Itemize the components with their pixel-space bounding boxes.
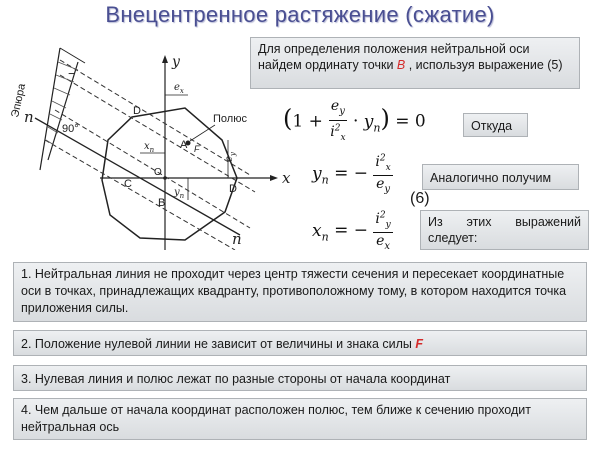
minus-sign: − (68, 66, 76, 81)
point-d-top: D (133, 105, 141, 117)
intro-text-before: Для определения положения нейтральной оси найдем ординату точки (258, 42, 530, 72)
analog-box: Аналогично получим (422, 164, 579, 190)
xn-label: $x_n$ (144, 141, 155, 154)
x-axis-arrow (270, 175, 278, 181)
conclusion-2-text: 2. Положение нулевой линии не зависит от величины и знака силы (21, 337, 416, 351)
epyura-label: Эпюра (9, 82, 29, 119)
formula-neutral-axis: (1 + $\frac{e_y}{i^2_x}$ · $y_n) = 0$ (283, 98, 426, 144)
section-outline (102, 108, 237, 240)
conclusion-intro-box (420, 210, 589, 250)
formula-xn: $x_n$ = − $\frac{i^2_y}{e_x}$ (312, 207, 393, 255)
intro-text-after: , используя выражение (5) (405, 58, 563, 72)
otkuda-box: Откуда (463, 113, 528, 137)
neutral-line (35, 118, 240, 235)
y-label: y (172, 54, 180, 70)
epure-top (60, 48, 85, 63)
intro-box (250, 37, 580, 89)
yn-label: $y_n$ (174, 187, 185, 200)
equation-number: (6) (410, 190, 430, 207)
point-c: C (124, 178, 132, 190)
point-marker (163, 176, 167, 180)
pole-label: Полюс (213, 113, 247, 125)
formula-yn: $y_n$ = − $\frac{i^2_x}{e_y}$ (312, 150, 393, 198)
angle-label: 90° (62, 123, 79, 135)
n-left-label: n (24, 108, 34, 126)
point-a: A (180, 139, 188, 151)
conclusion-2-force: F (415, 337, 424, 351)
dashed-line (55, 110, 250, 228)
conclusion-intro-text: Из этих выражений следует: (428, 215, 581, 245)
ey-label: $e_y$ (224, 152, 237, 162)
conclusion-1: 1. Нейтральная линия не проходит через центр тяжести сечения и пересекает координатные оси в точках, принадлежащих квадранту, противоположному тому, в котором находится точка приложения силы. (13, 262, 587, 322)
point-o: O (154, 167, 162, 178)
force-f-label: F (194, 144, 200, 154)
y-axis-arrow (162, 55, 168, 63)
ex-label: $e_x$ (174, 82, 184, 95)
conclusion-4: 4. Чем дальше от начала координат расположен полюс, тем ближе к сечению проходит нейтральная ось (13, 398, 587, 440)
point-d-right: D (229, 183, 237, 195)
intro-point: B (396, 58, 406, 72)
conclusion-3: 3. Нулевая линия и полюс лежат по разные стороны от начала координат (13, 365, 587, 391)
page-title: Внецентренное растяжение (сжатие) (105, 2, 495, 27)
dashed-line (45, 140, 235, 250)
point-b: B (158, 197, 166, 209)
n-right-label: n (232, 230, 242, 248)
x-label: x (282, 169, 291, 187)
conclusion-2 (13, 330, 587, 356)
pole-leader (190, 125, 215, 141)
